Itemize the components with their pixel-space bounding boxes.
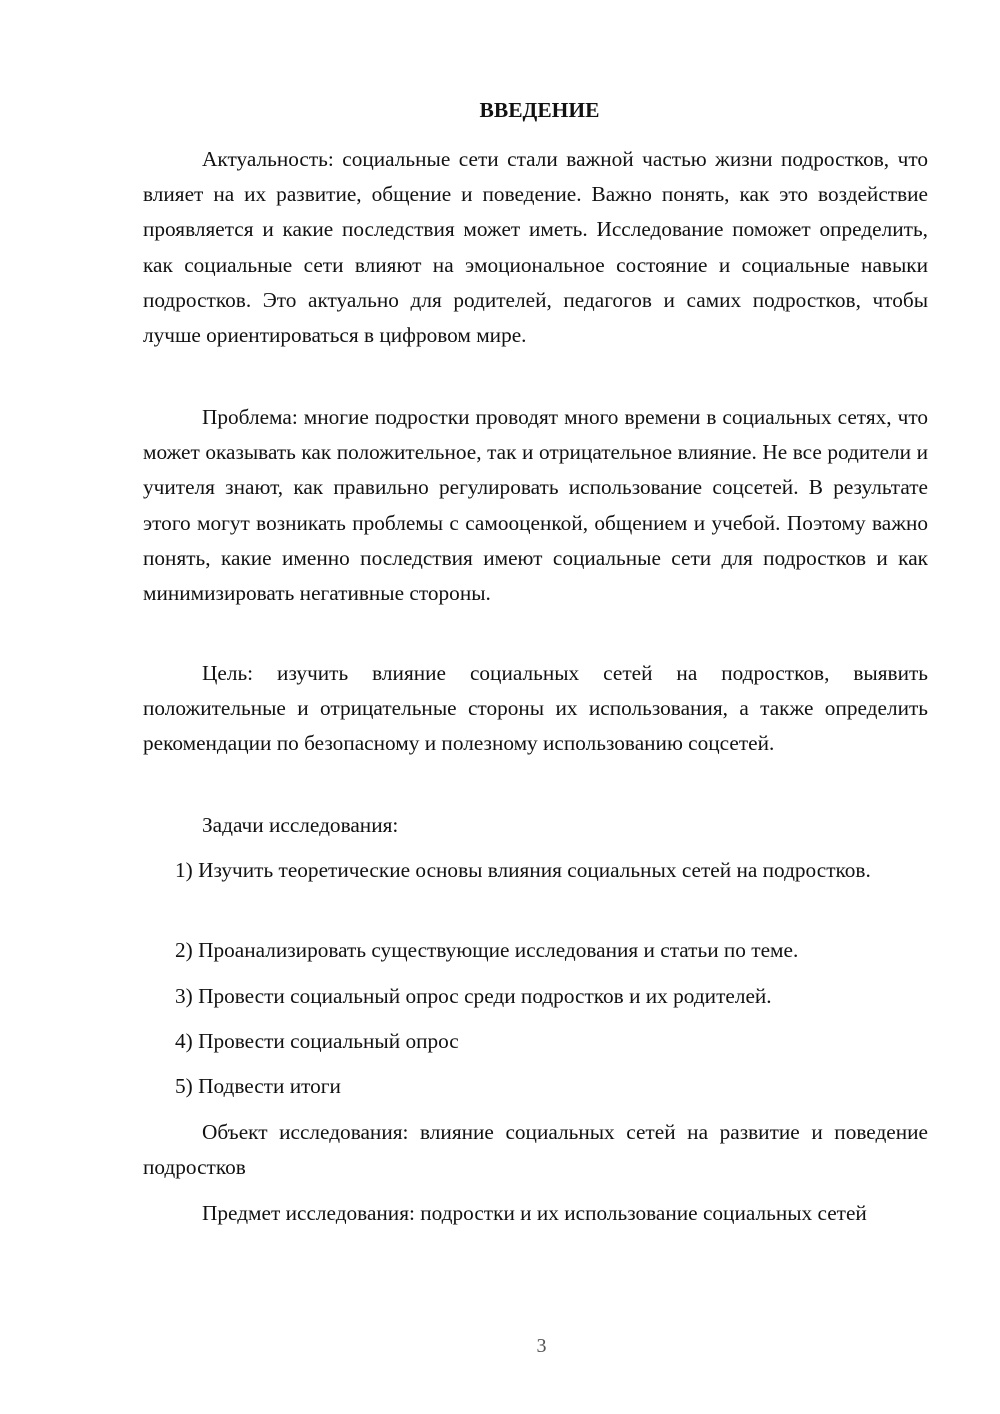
research-subject-paragraph: Предмет исследования: подростки и их использование социальных сетей bbox=[202, 1201, 867, 1225]
page-number: 3 bbox=[536, 1335, 547, 1357]
task-item-1: 1) Изучить теоретические основы влияния социальных сетей на подростков. bbox=[175, 858, 871, 882]
tasks-heading: Задачи исследования: bbox=[202, 813, 399, 837]
task-item-5: 5) Подвести итоги bbox=[175, 1074, 341, 1098]
document-page bbox=[143, 0, 928, 1414]
section-heading: ВВЕДЕНИЕ bbox=[479, 98, 600, 122]
task-item-4: 4) Провести социальный опрос bbox=[175, 1029, 459, 1053]
research-object-paragraph: Объект исследования: влияние социальных сетей на развитие и поведение подростков bbox=[143, 1120, 928, 1180]
goal-paragraph: Цель: изучить влияние социальных сетей на подростков, выявить положительные и отрицательные стороны их использования, а также определить рекомендации по безопасному и полезному использованию соцсетей. bbox=[143, 661, 928, 756]
task-item-2: 2) Проанализировать существующие исследования и статьи по теме. bbox=[175, 938, 799, 962]
problem-paragraph: Проблема: многие подростки проводят много времени в социальных сетях, что может оказывать как положительное, так и отрицательное влияние. Не все родители и учителя знают, как правильно регулировать использование соцсетей. В результате этого могут возникать проблемы с самооценкой, общением и учебой. Поэтому важно понять, какие именно последствия имеют социальные сети для подростков и как минимизировать негативные стороны. bbox=[143, 405, 928, 606]
task-item-3: 3) Провести социальный опрос среди подростков и их родителей. bbox=[175, 984, 772, 1008]
relevance-paragraph: Актуальность: социальные сети стали важной частью жизни подростков, что влияет на их развитие, общение и поведение. Важно понять, как это воздействие проявляется и какие последствия может иметь. Исследование поможет определить, как социальные сети влияют на эмоциональное состояние и социальные навыки подростков. Это актуально для родителей, педагогов и самих подростков, чтобы лучше ориентироваться в цифровом мире. bbox=[143, 147, 928, 348]
